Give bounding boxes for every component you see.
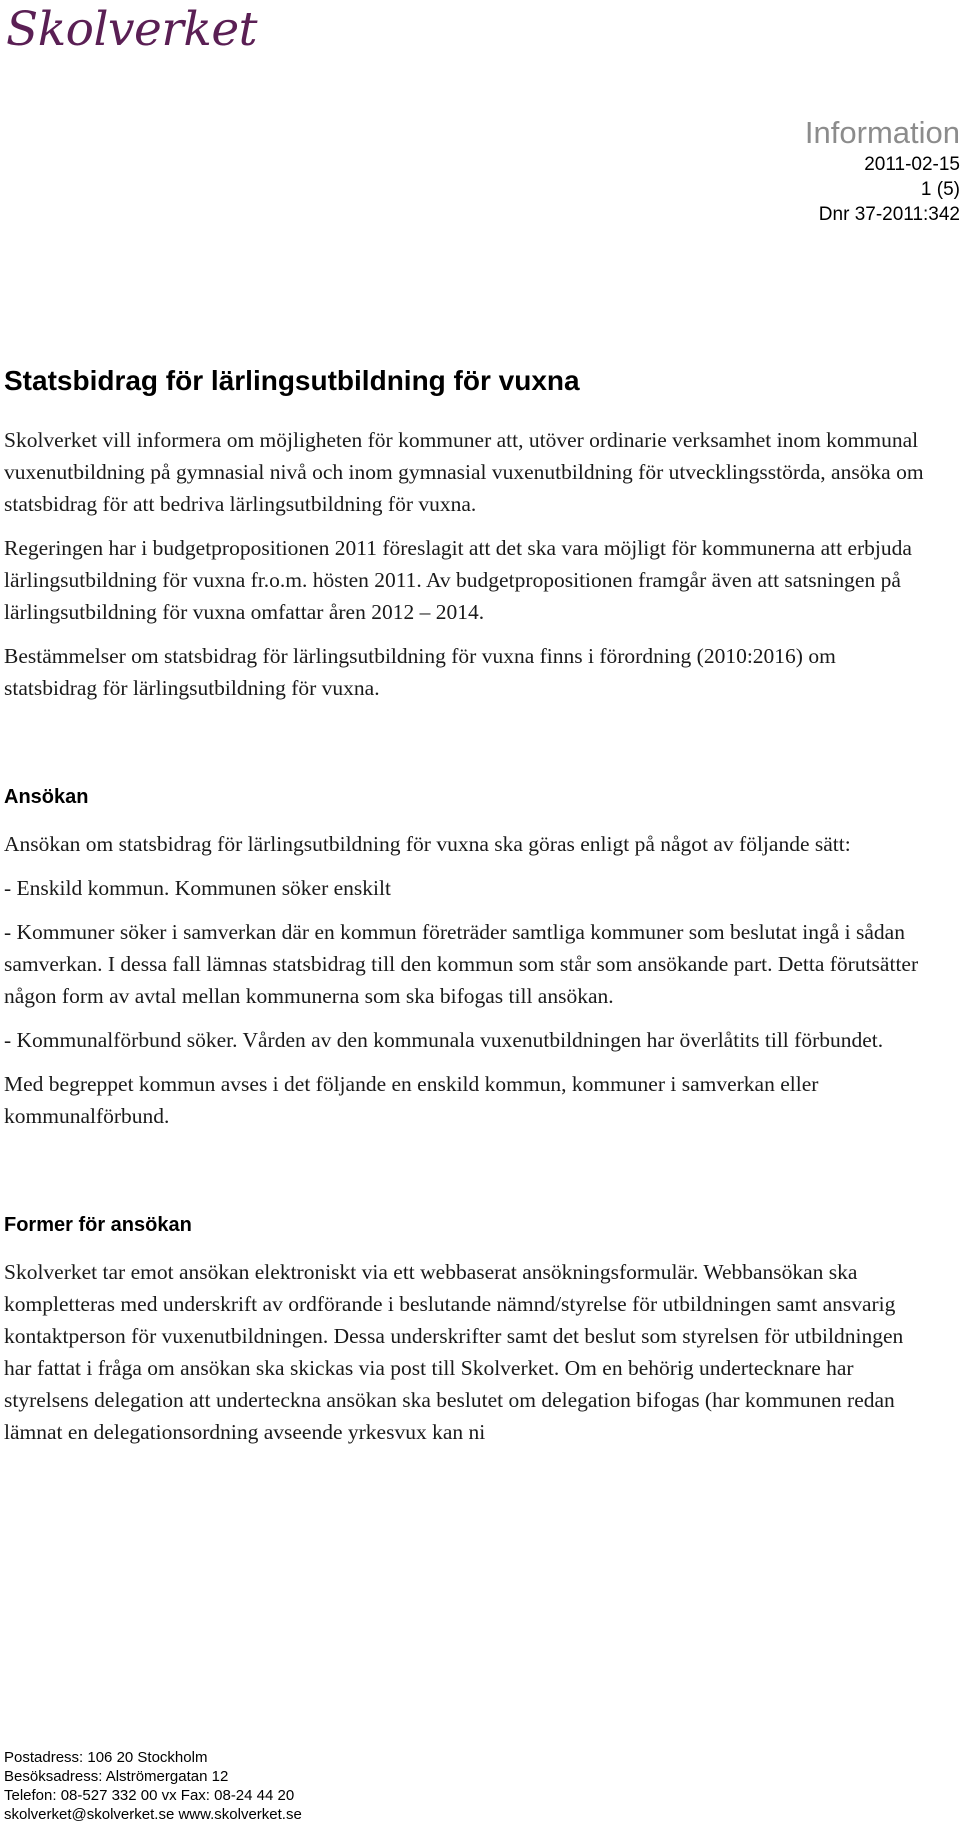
intro-paragraph: Skolverket vill informera om möjligheten för kommuner att, utöver ordinarie verksamhet inom kommunal vuxenutbildning på gymnasial nivå och inom gymnasial vuxenutbildning för utvecklingsstörda, ansöka om statsbidrag för att bedriva lärlingsutbildning för vuxna. [4, 428, 924, 516]
section-paragraph: - Kommuner söker i samverkan där en kommun företräder samtliga kommuner som beslutat ingå i sådan samverkan. I dessa fall lämnas statsbidrag till den kommun som står som ansökande part. Detta förutsätter någon form av avtal mellan kommunerna som ska bifogas till ansökan. [4, 920, 919, 1008]
section-spacer [4, 1144, 924, 1212]
page-title: Statsbidrag för lärlingsutbildning för vuxna [4, 365, 580, 396]
footer-postal-address: Postadress: 106 20 Stockholm [4, 1749, 208, 1766]
registration-number: Dnr 37-2011:342 [818, 204, 960, 225]
footer-contact [4, 1748, 302, 1824]
skolverket-logo: Skolverket [6, 2, 258, 57]
page-number: 1 (5) [920, 179, 960, 200]
section-paragraph: - Kommunalförbund söker. Vården av den kommunala vuxenutbildningen har överlåtits till förbundet. [4, 1028, 884, 1052]
section-heading-ansokan: Ansökan [4, 786, 89, 808]
section-paragraph: Ansökan om statsbidrag för lärlingsutbildning för vuxna ska göras enligt på något av följande sätt: [4, 832, 851, 856]
section-paragraph: Med begreppet kommun avses i det följande en enskild kommun, kommuner i samverkan eller kommunalförbund. [4, 1072, 819, 1128]
section-paragraph: Skolverket tar emot ansökan elektroniskt via ett webbaserat ansökningsformulär. Webbansökan ska kompletteras med underskrift av ordförande i beslutande nämnd/styrelse för utbildningen samt ansvarig kontaktperson för vuxenutbildningen. Dessa underskrifter samt det beslut som styrelsen för utbildningen har fattat i fråga om ansökan ska skickas via post till Skolverket. Om en behörig undertecknare har styrelsens delegation att underteckna ansökan ska beslutet om delegation bifogas (har kommunen redan lämnat en delegationsordning avseende yrkesvux kan ni [4, 1260, 904, 1444]
document-type: Information [804, 115, 960, 150]
section-spacer [4, 716, 924, 784]
footer-phone: Telefon: 08-527 332 00 vx Fax: 08-24 44 20 [4, 1787, 295, 1804]
intro-paragraph: Bestämmelser om statsbidrag för lärlingsutbildning för vuxna finns i förordning (2010:2016) om statsbidrag för lärlingsutbildning för vuxna. [4, 644, 836, 700]
footer-web: skolverket@skolverket.se www.skolverket.se [4, 1806, 302, 1823]
intro-paragraph: Regeringen har i budgetpropositionen 2011 föreslagit att det ska vara möjligt för kommunerna att erbjuda lärlingsutbildning för vuxna fr.o.m. hösten 2011. Av budgetpropositionen framgår även att satsningen på lärlingsutbildning för vuxna omfattar åren 2012 – 2014. [4, 536, 912, 624]
section-paragraph: - Enskild kommun. Kommunen söker enskilt [4, 876, 391, 900]
document-info [560, 114, 960, 227]
document-date: 2011-02-15 [864, 154, 960, 175]
footer-visit-address: Besöksadress: Alströmergatan 12 [4, 1768, 229, 1785]
section-heading-former: Former för ansökan [4, 1214, 192, 1236]
document-body [4, 364, 924, 1460]
